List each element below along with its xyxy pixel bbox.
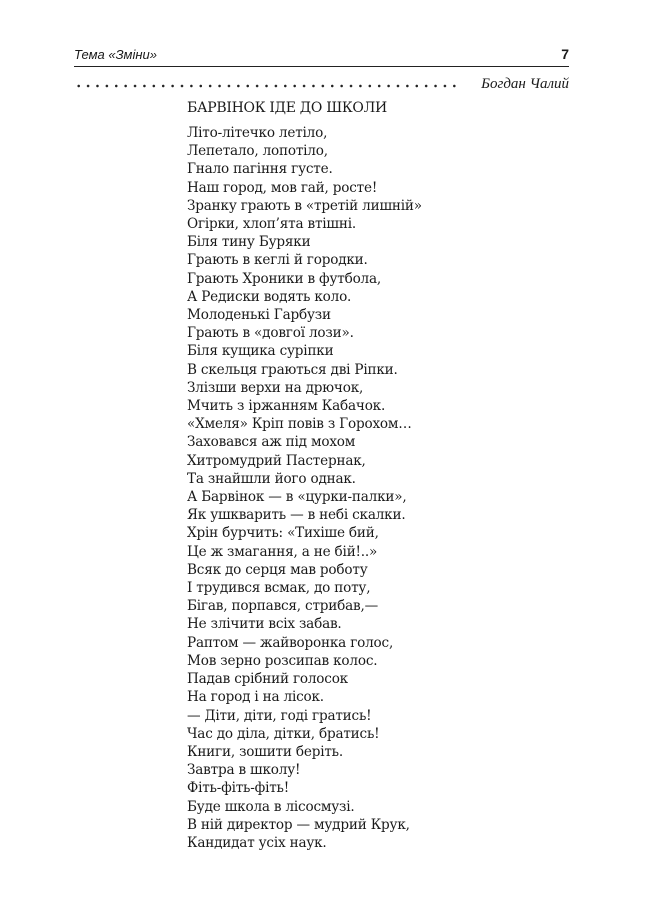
poem-line: Кандидат усіх наук.: [187, 834, 327, 851]
poem-line: Наш город, мов гай, росте!: [187, 179, 378, 196]
poem-line: Огірки, хлоп’ята втішні.: [187, 216, 356, 233]
poem-line: Мов зерно розсипав колос.: [187, 652, 378, 669]
poem-line: Грають в «довгої лози».: [187, 325, 354, 342]
poem-line: Молоденькі Гарбузи: [187, 307, 331, 324]
author-row: [74, 76, 569, 96]
poem-line: Зранку грають в «третій лишній»: [187, 197, 422, 214]
poem-line: Падав срібний голосок: [187, 671, 348, 688]
poem-line: Хрін бурчить: «Тихіше бий,: [187, 525, 379, 542]
poem-line: Заховався аж під мохом: [187, 434, 356, 451]
dotted-leader: [74, 78, 456, 90]
poem-line: Всяк до серця мав роботу: [187, 561, 368, 578]
poem-line: Раптом — жайворонка голос,: [187, 634, 394, 651]
poem-line: Та знайшли його однак.: [187, 470, 356, 487]
poem-line: А Барвінок — в «цурки-палки»,: [187, 489, 407, 506]
poem-line: Мчить з іржанням Кабачок.: [187, 398, 386, 415]
page-header: [74, 44, 569, 67]
poem-line: Грають Хроники в футбола,: [187, 270, 382, 287]
poem-line: Гнало пагіння густе.: [187, 161, 333, 178]
poem-line: Лепетало, лопотіло,: [187, 143, 328, 160]
poem-line: На город і на лісок.: [187, 689, 324, 706]
poem-line: Буде школа в лісосмузі.: [187, 798, 355, 815]
poem-line: Час до діла, дітки, братись!: [187, 725, 380, 742]
poem-line: Грають в кеглі й городки.: [187, 252, 368, 269]
poem-line: — Діти, діти, годі гратись!: [187, 707, 372, 724]
poem-line: Біля кущика суріпки: [187, 343, 334, 360]
poem-line: А Редиски водять коло.: [187, 288, 352, 305]
author-name: Богдан Чалий: [481, 76, 569, 92]
poem-line: Як ушкварить — в небі скалки.: [187, 507, 406, 524]
poem-line: Завтра в школу!: [187, 762, 301, 779]
poem-title: БАРВІНОК ІДЕ ДО ШКОЛИ: [187, 100, 387, 116]
poem-line: В ній директор — мудрий Крук,: [187, 816, 410, 833]
poem-body: [187, 124, 567, 852]
poem-line: Біля тину Буряки: [187, 234, 311, 251]
page-number: 7: [561, 46, 569, 62]
poem-line: В скельця граються дві Ріпки.: [187, 361, 398, 378]
poem-line: І трудився всмак, до поту,: [187, 580, 371, 597]
poem-line: Літо-літечко летіло,: [187, 125, 328, 141]
poem-line: Це ж змагання, а не бій!..»: [187, 543, 378, 560]
poem-line: Бігав, порпався, стрибав,—: [187, 598, 379, 615]
poem-line: «Хмеля» Кріп повів з Горохом…: [187, 416, 412, 433]
poem-line: Хитромудрий Пастернак,: [187, 452, 366, 469]
poem-line: Книги, зошити беріть.: [187, 743, 343, 760]
poem-line: Не злічити всіх забав.: [187, 616, 342, 633]
poem-line: Злізши верхи на дрючок,: [187, 379, 364, 396]
running-title: Тема «Зміни»: [74, 47, 157, 62]
poem-line: Фіть-фіть-фіть!: [187, 780, 290, 797]
